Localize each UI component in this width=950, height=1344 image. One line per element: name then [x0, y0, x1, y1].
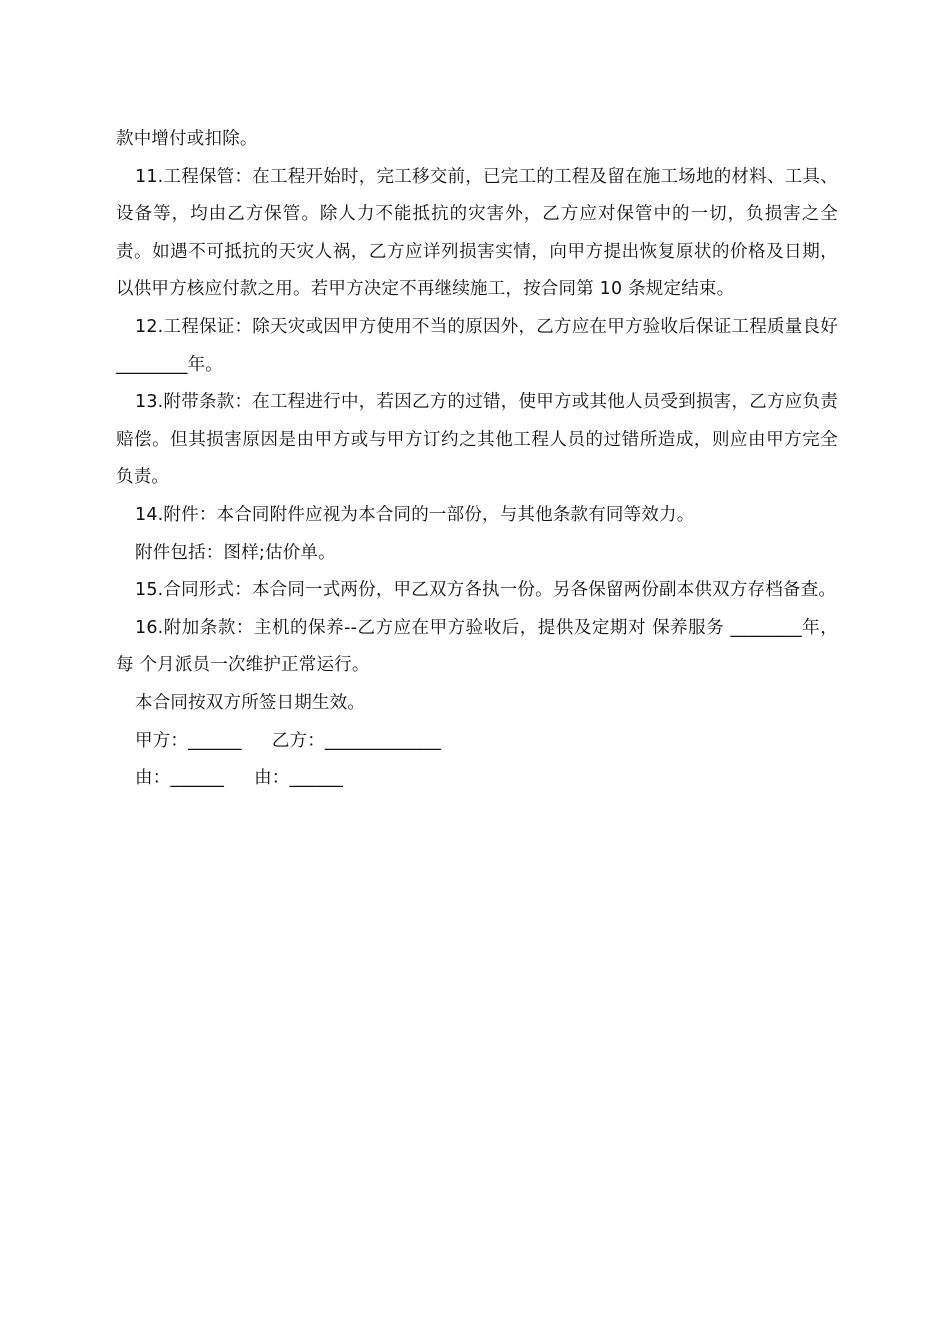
clause-14-attachments: 14.附件：本合同附件应视为本合同的一部份，与其他条款有同等效力。 — [135, 504, 695, 525]
clause-13-liability: 13.附带条款：在工程进行中，若因乙方的过错，使甲方或其他人员受到损害，乙方应负责赔偿。但其损害原因是由甲方或与甲方订约之其他工程人员的过错所造成，则应由甲方完全负责。 — [116, 392, 838, 488]
attachments-list: 附件包括：图样;估价单。 — [135, 542, 336, 563]
clause-12-warranty: 12.工程保证：除天灾或因甲方使用不当的原因外，乙方应在甲方验收后保证工程质量良好 ________年。 — [116, 316, 838, 375]
effective-date-clause: 本合同按双方所签日期生效。 — [135, 692, 366, 713]
party-b-representative: 由：______ — [254, 768, 344, 789]
party-a-representative: 由：______ — [135, 768, 225, 789]
clause-16-additional: 16.附加条款：主机的保养--乙方应在甲方验收后，提供及定期对 保养服务 ________年，每 个月派员一次维护正常运行。 — [116, 617, 838, 676]
party-a-signature: 甲方：______ — [135, 730, 242, 751]
clause-11-custody: 11.工程保管：在工程开始时，完工移交前，已完工的工程及留在施工场地的材料、工具、设备等，均由乙方保管。除人力不能抵抗的灾害外，乙方应对保管中的一切，负损害之全责。如遇不可抵抗的天灾人祸，乙方应详列损害实情，向甲方提出恢复原状的价格及日期，以供甲方核应付款之用。若甲方决定不再继续施工，按合同第 10 条规定结束。 — [116, 166, 838, 300]
party-b-signature: 乙方：_____________ — [271, 730, 442, 751]
paragraph-continuation: 款中增付或扣除。 — [116, 129, 258, 149]
clause-15-form: 15.合同形式：本合同一式两份，甲乙双方各执一份。另各保留两份副本供双方存档备查。 — [135, 580, 837, 601]
signature-row-parties — [116, 723, 838, 761]
contract-text — [116, 121, 838, 798]
signature-row-representatives — [116, 760, 838, 798]
